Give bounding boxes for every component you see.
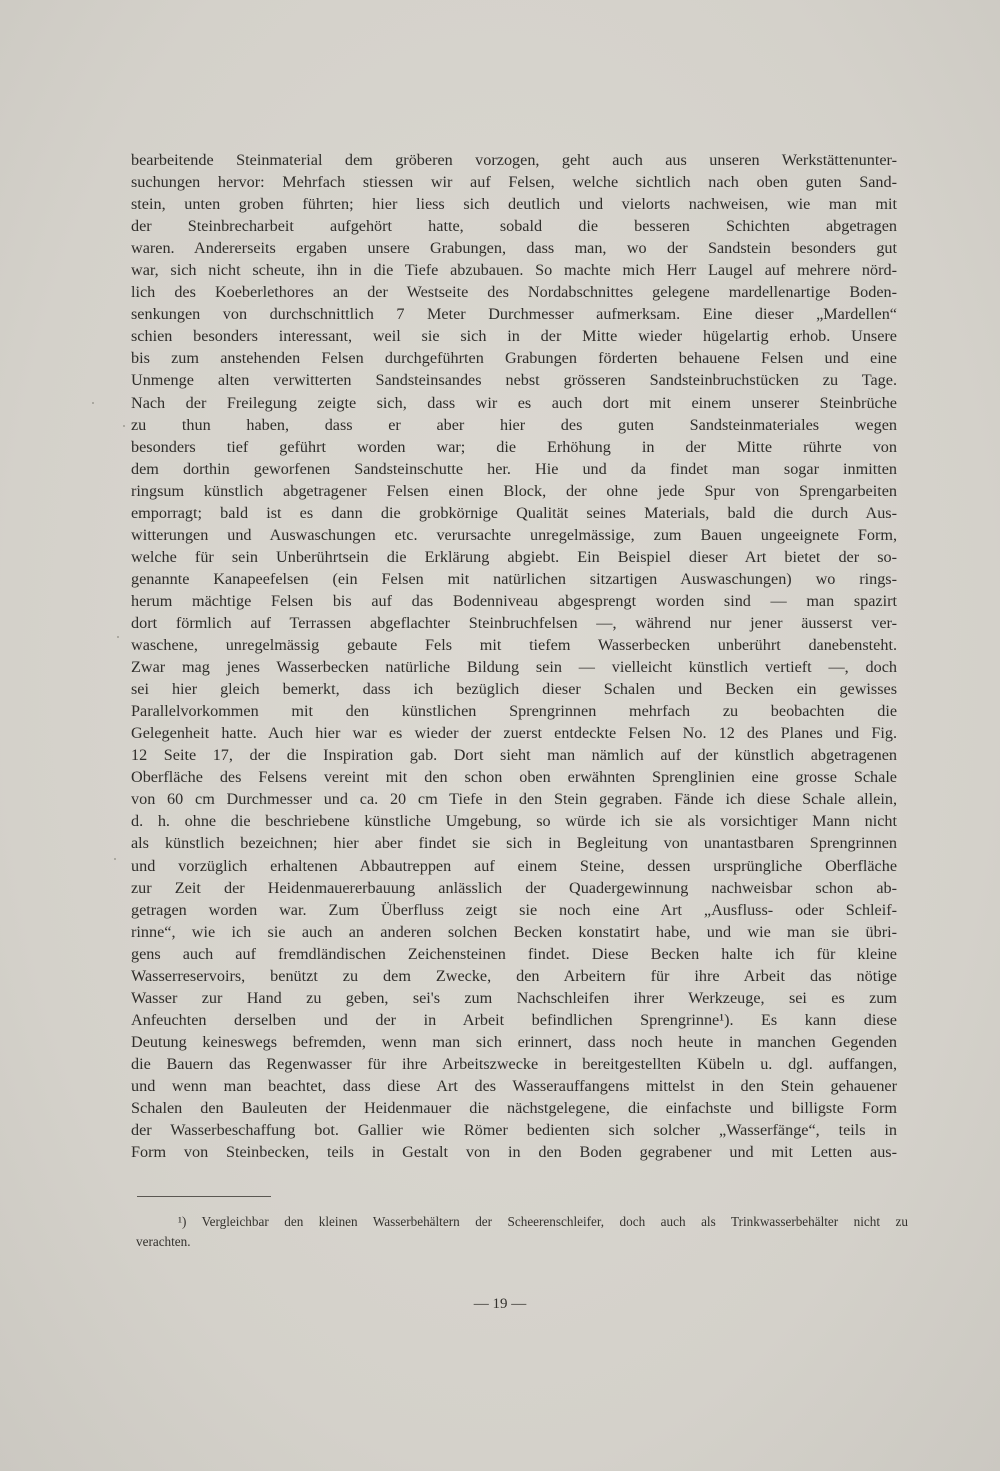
text-line-content: von 60 cm Durchmesser und ca. 20 cm Tiefe in den Stein gegraben. Fände ich diese Schale allein, [131,790,897,809]
text-line [131,810,897,832]
text-line-content: als künstlich bezeichnen; hier aber findet sie sich in Begleitung von unantastbaren Sprengrinnen [131,834,897,853]
text-line [131,1119,897,1141]
text-line [131,855,897,877]
text-line-content: sei hier gleich bemerkt, dass ich bezüglich dieser Schalen und Becken ein gewisses [131,680,897,699]
text-line [131,303,897,325]
text-line-content: senkungen von durchschnittlich 7 Meter Durchmesser aufmerksam. Eine dieser „Mardellen“ [131,305,897,324]
footnote [136,1212,908,1252]
text-line-content: getragen worden war. Zum Überfluss zeigt sie noch eine Art „Ausfluss- oder Schleif- [131,900,897,919]
text-line-content: Schalen den Bauleuten der Heidenmauer die nächstgelegene, die einfachste und billigste Form [131,1099,897,1118]
text-line [131,832,897,854]
text-line [131,325,897,347]
text-line [131,1097,897,1119]
text-line [131,414,897,436]
text-line [131,149,897,171]
text-line-content: stein, unten groben führten; hier liess sich deutlich und vielorts nachweisen, wie man mit [131,195,897,214]
text-line [131,678,897,700]
text-line [131,943,897,965]
text-line [131,171,897,193]
text-line-content: dort förmlich auf Terrassen abgeflachter Steinbruchfelsen —, während nur jener äusserst ver- [131,613,897,632]
text-line-content: genannte Kanapeefelsen (ein Felsen mit natürlichen sitzartigen Auswaschungen) wo rings- [131,569,897,588]
text-line [131,281,897,303]
text-line-content: rinne“, wie ich sie auch an anderen solchen Becken konstatirt habe, und wie man sie übri- [131,922,897,941]
text-line-content: Nach der Freilegung zeigte sich, dass wir es auch dort mit einem unserer Steinbrüche [131,393,897,412]
text-line-content: Anfeuchten derselben und der in Arbeit befindlichen Sprengrinne¹). Es kann diese [131,1010,897,1029]
text-line [131,502,897,524]
text-line-content: Wasser zur Hand zu geben, sei's zum Nachschleifen ihrer Werkzeuge, sei es zum [131,988,897,1007]
footnote-separator [137,1196,271,1197]
paper-speck [114,858,116,860]
text-line [131,722,897,744]
text-line [131,436,897,458]
text-line-content: 12 Seite 17, der die Inspiration gab. Dort sieht man nämlich auf der künstlich abgetragenen [131,746,897,765]
text-line-content: die Bauern das Regenwasser für ihre Arbeitszwecke in bereitgestellten Kübeln u. dgl. auffangen, [131,1054,897,1073]
text-line [131,369,897,391]
text-line [131,656,897,678]
text-line-content: Gelegenheit hatte. Auch hier war es wieder der zuerst entdeckte Felsen No. 12 des Planes und Fig. [131,724,897,743]
text-line [131,259,897,281]
text-line [131,546,897,568]
text-line-content: Wasserreservoirs, benützt zu dem Zwecke, den Arbeitern für ihre Arbeit das nötige [131,966,897,985]
text-line [131,1009,897,1031]
text-line [131,1053,897,1075]
text-line-content: bis zum anstehenden Felsen durchgeführten Grabungen förderten behauene Felsen und eine [131,349,897,368]
text-line [131,921,897,943]
text-line-content: welche für sein Unberührtsein die Erklärung abgiebt. Ein Beispiel dieser Art bietet der so- [131,547,897,566]
footnote-line: ¹) Vergleichbar den kleinen Wasserbehältern der Scheerenschleifer, doch auch als Trinkwasserbehälter nicht zu [178,1214,908,1229]
text-line-content: der Steinbrecharbeit aufgehört hatte, sobald die besseren Schichten abgetragen [131,217,897,236]
text-line-content: Oberfläche des Felsens vereint mit den schon oben erwähnten Sprenglinien eine grosse Schale [131,768,897,787]
text-line [131,965,897,987]
text-line-content: herum mächtige Felsen bis auf das Bodenniveau abgesprengt worden sind — man spazirt [131,591,897,610]
text-line [131,524,897,546]
text-line [131,480,897,502]
text-line-content: waschene, unregelmässig gebaute Fels mit tiefem Wasserbecken unberührt danebensteht. [131,636,897,655]
text-line-content: bearbeitende Steinmaterial dem gröberen vorzogen, geht auch aus unseren Werkstättenunter- [131,151,897,169]
text-line [131,458,897,480]
text-line [131,1141,897,1163]
text-line [131,700,897,722]
text-line-content: zur Zeit der Heidenmauererbauung anlässlich der Quadergewinnung nachweisbar schon ab- [131,878,897,897]
text-line-content: d. h. ohne die beschriebene künstliche Umgebung, so würde ich sie als vorsichtiger Mann nicht [131,812,897,831]
text-line [131,347,897,369]
text-line-content: Parallelvorkommen mit den künstlichen Sprengrinnen mehrfach zu beobachten die [131,702,897,721]
text-line-content: Deutung keineswegs befremden, wenn man sich erinnert, dass noch heute in manchen Gegenden [131,1032,897,1051]
text-line-content: gens auch auf fremdländischen Zeichensteinen findet. Diese Becken halte ich für kleine [131,944,897,963]
text-line-content: und wenn man beachtet, dass diese Art des Wasserauffangens mittelst in den Stein gehauener [131,1076,897,1095]
text-line-content: suchungen hervor: Mehrfach stiessen wir auf Felsen, welche sichtlich nach oben guten Sand- [131,173,897,192]
text-line-content: Unmenge alten verwitterten Sandsteinsandes nebst grösseren Sandsteinbruchstücken zu Tage. [131,371,897,390]
text-line-content: Form von Steinbecken, teils in Gestalt von in den Boden gegrabener und mit Letten aus- [131,1143,897,1162]
text-line [131,392,897,414]
text-line-content: war, sich nicht scheute, ihn in die Tiefe abzubauen. So machte mich Herr Laugel auf mehrere nörd- [131,261,897,280]
text-line-content: waren. Andererseits ergaben unsere Grabungen, dass man, wo der Sandstein besonders gut [131,239,897,258]
text-line-content: lich des Koeberlethores an der Westseite des Nordabschnittes gelegene mardellenartige Boden- [131,283,897,302]
text-line [131,788,897,810]
body-text [131,149,897,1163]
text-line [131,766,897,788]
text-line-content: und vorzüglich erhaltenen Abbautreppen auf einem Steine, dessen ursprüngliche Oberfläche [131,856,897,875]
text-line [131,193,897,215]
text-line-content: Zwar mag jenes Wasserbecken natürliche Bildung sein — vielleicht künstlich vertieft —, doch [131,658,897,677]
text-line [131,237,897,259]
text-line [131,1031,897,1053]
page-number: — 19 — [473,1296,527,1312]
text-line [131,987,897,1009]
footnote-line: verachten. [136,1234,191,1249]
paper-speck [123,425,125,427]
text-line [131,899,897,921]
text-line [131,215,897,237]
paper-speck [92,402,94,404]
text-line [131,744,897,766]
text-line-content: ringsum künstlich abgetragener Felsen einen Block, der ohne jede Spur von Sprengarbeiten [131,481,897,500]
text-line [131,590,897,612]
text-line-content: emporragt; bald ist es dann die grobkörnige Qualität seines Materials, bald die durch Aus- [131,503,897,522]
text-line-content: zu thun haben, dass er aber hier des guten Sandsteinmateriales wegen [131,415,897,434]
text-line-content: witterungen und Auswaschungen etc. verursachte unregelmässige, zum Bauen ungeeignete Form, [131,525,897,544]
text-line [131,612,897,634]
paper-speck [117,636,119,638]
text-line-content: dem dorthin geworfenen Sandsteinschutte her. Hie und da findet man sogar inmitten [131,459,897,478]
text-line [131,1075,897,1097]
text-line [131,568,897,590]
text-line-content: besonders tief geführt worden war; die Erhöhung in der Mitte rührte von [131,437,897,456]
text-line [131,634,897,656]
text-line-content: schien besonders interessant, weil sie sich in der Mitte wieder hügelartig erhob. Unsere [131,327,897,346]
text-line [131,877,897,899]
text-line-content: der Wasserbeschaffung bot. Gallier wie Römer bedienten sich solcher „Wasserfänge“, teils in [131,1121,897,1140]
